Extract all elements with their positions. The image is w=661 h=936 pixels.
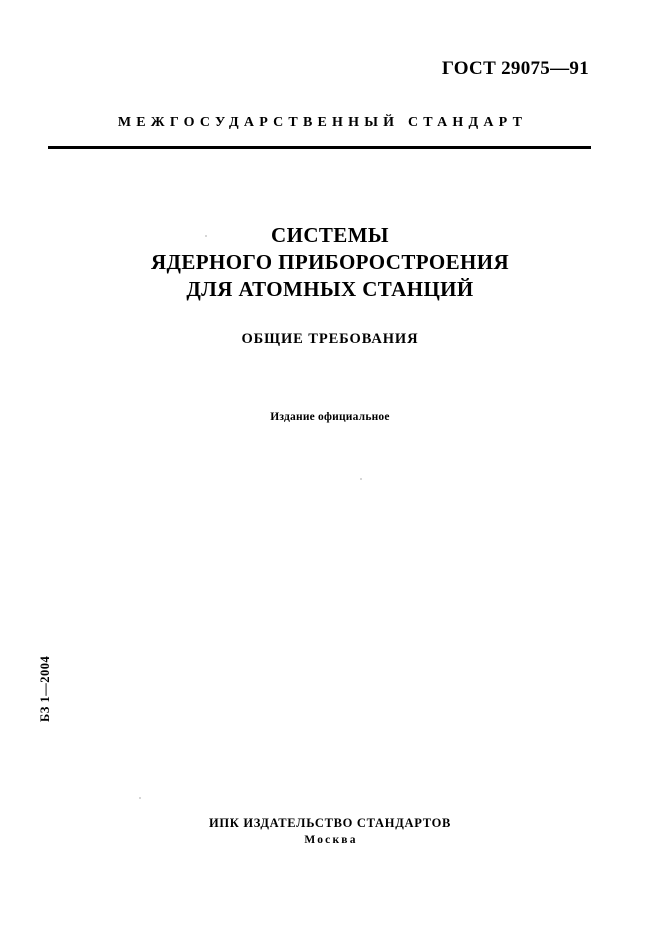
publisher-name: ИПК ИЗДАТЕЛЬСТВО СТАНДАРТОВ bbox=[208, 816, 452, 830]
horizontal-rule bbox=[48, 146, 591, 149]
page-title bbox=[60, 222, 600, 303]
page-title-line-1: СИСТЕМЫ bbox=[271, 223, 389, 247]
page-title-line-2: ЯДЕРНОГО ПРИБОРОСТРОЕНИЯ bbox=[150, 250, 510, 274]
scan-speck bbox=[205, 235, 207, 237]
edition-note: Издание официальное bbox=[270, 411, 390, 423]
page-subtitle: ОБЩИЕ ТРЕБОВАНИЯ bbox=[241, 331, 419, 347]
standard-category-line: МЕЖГОСУДАРСТВЕННЫЙ СТАНДАРТ bbox=[117, 115, 528, 130]
scan-speck bbox=[360, 478, 362, 480]
side-code: БЗ 1—2004 bbox=[38, 655, 52, 722]
standard-number: ГОСТ 29075—91 bbox=[441, 58, 589, 79]
publisher-city: Москва bbox=[304, 834, 358, 846]
page-title-line-3: ДЛЯ АТОМНЫХ СТАНЦИЙ bbox=[186, 277, 474, 301]
scan-speck bbox=[139, 797, 141, 799]
